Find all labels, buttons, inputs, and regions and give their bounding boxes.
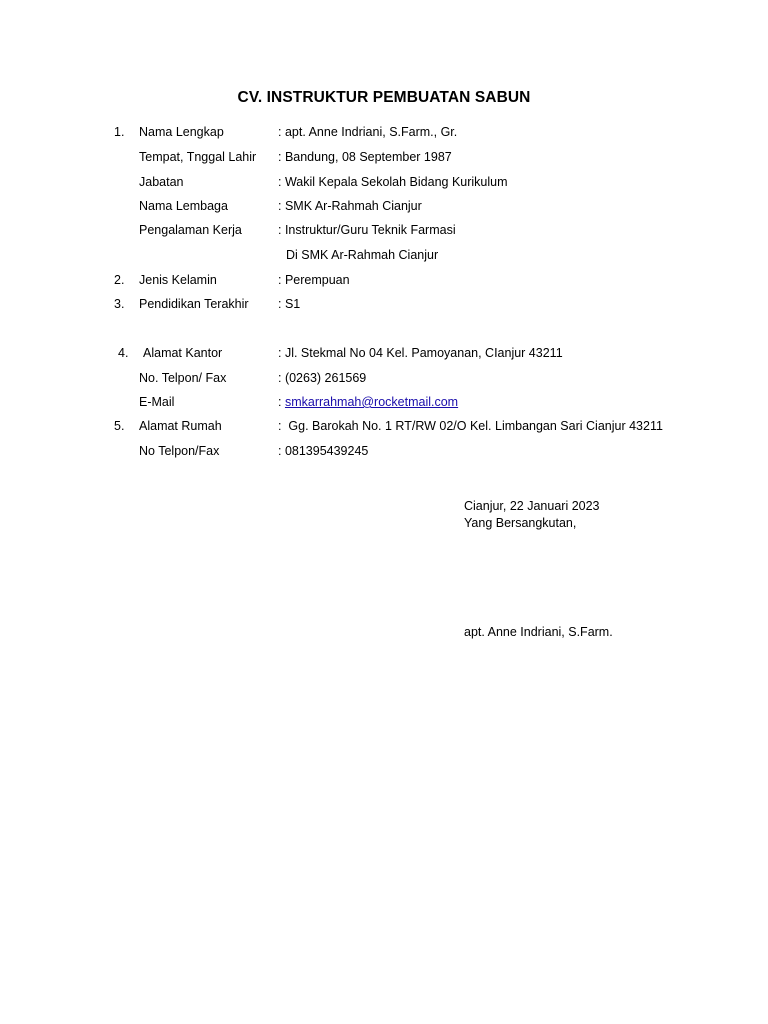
row-pendidikan-terakhir — [0, 294, 768, 314]
row-value: : SMK Ar-Rahmah Cianjur — [278, 199, 422, 213]
row-number: 4. — [118, 346, 129, 360]
row-value: : Jl. Stekmal No 04 Kel. Pamoyanan, CIanjur 43211 — [278, 346, 563, 360]
row-value: : apt. Anne Indriani, S.Farm., Gr. — [278, 125, 458, 139]
row-value: : S1 — [278, 297, 301, 311]
row-value: : 081395439245 — [278, 444, 369, 458]
row-label: Pendidikan Terakhir — [139, 297, 249, 311]
row-telpon-fax-kantor — [0, 368, 768, 388]
row-value: : (0263) 261569 — [278, 371, 367, 385]
row-label: E-Mail — [139, 395, 175, 409]
row-label: Alamat Rumah — [139, 419, 222, 433]
row-label: Jabatan — [139, 175, 184, 189]
row-number: 2. — [114, 273, 125, 287]
document-title: CV. INSTRUKTUR PEMBUATAN SABUN — [237, 89, 531, 106]
signature-place-date: Cianjur, 22 Januari 2023 — [464, 499, 600, 513]
row-alamat-rumah — [0, 416, 768, 436]
row-telpon-fax-rumah — [0, 441, 768, 461]
row-value — [278, 392, 458, 412]
row-jabatan — [0, 172, 768, 192]
row-email — [0, 392, 768, 412]
row-value: : Wakil Kepala Sekolah Bidang Kurikulum — [278, 175, 508, 189]
row-label: Nama Lembaga — [139, 199, 228, 213]
row-pengalaman-kerja — [0, 220, 768, 240]
row-label: Alamat Kantor — [143, 346, 223, 360]
row-tempat-tanggal-lahir — [0, 147, 768, 167]
row-jenis-kelamin — [0, 270, 768, 290]
row-label: Tempat, Tnggal Lahir — [139, 150, 257, 164]
row-value: : Bandung, 08 September 1987 — [278, 150, 452, 164]
row-alamat-kantor — [0, 343, 768, 363]
row-pengalaman-kerja-cont — [0, 245, 768, 265]
row-label: No Telpon/Fax — [139, 444, 220, 458]
row-label: No. Telpon/ Fax — [139, 371, 227, 385]
signature-name: apt. Anne Indriani, S.Farm. — [464, 625, 613, 639]
row-value: Di SMK Ar-Rahmah Cianjur — [286, 248, 439, 262]
row-nama-lembaga — [0, 196, 768, 216]
row-number: 1. — [114, 125, 125, 139]
row-label: Jenis Kelamin — [139, 273, 217, 287]
row-value: : Gg. Barokah No. 1 RT/RW 02/O Kel. Limbangan Sari Cianjur 43211 — [278, 419, 663, 433]
row-nama-lengkap — [0, 122, 768, 142]
signature-role: Yang Bersangkutan, — [464, 516, 577, 530]
row-number: 5. — [114, 419, 125, 433]
row-value: : Perempuan — [278, 273, 350, 287]
row-label: Pengalaman Kerja — [139, 223, 242, 237]
row-value: : Instruktur/Guru Teknik Farmasi — [278, 223, 456, 237]
row-number: 3. — [114, 297, 125, 311]
row-label: Nama Lengkap — [139, 125, 224, 139]
email-link[interactable]: smkarrahmah@rocketmail.com — [284, 395, 459, 409]
email-prefix: : — [278, 395, 285, 409]
